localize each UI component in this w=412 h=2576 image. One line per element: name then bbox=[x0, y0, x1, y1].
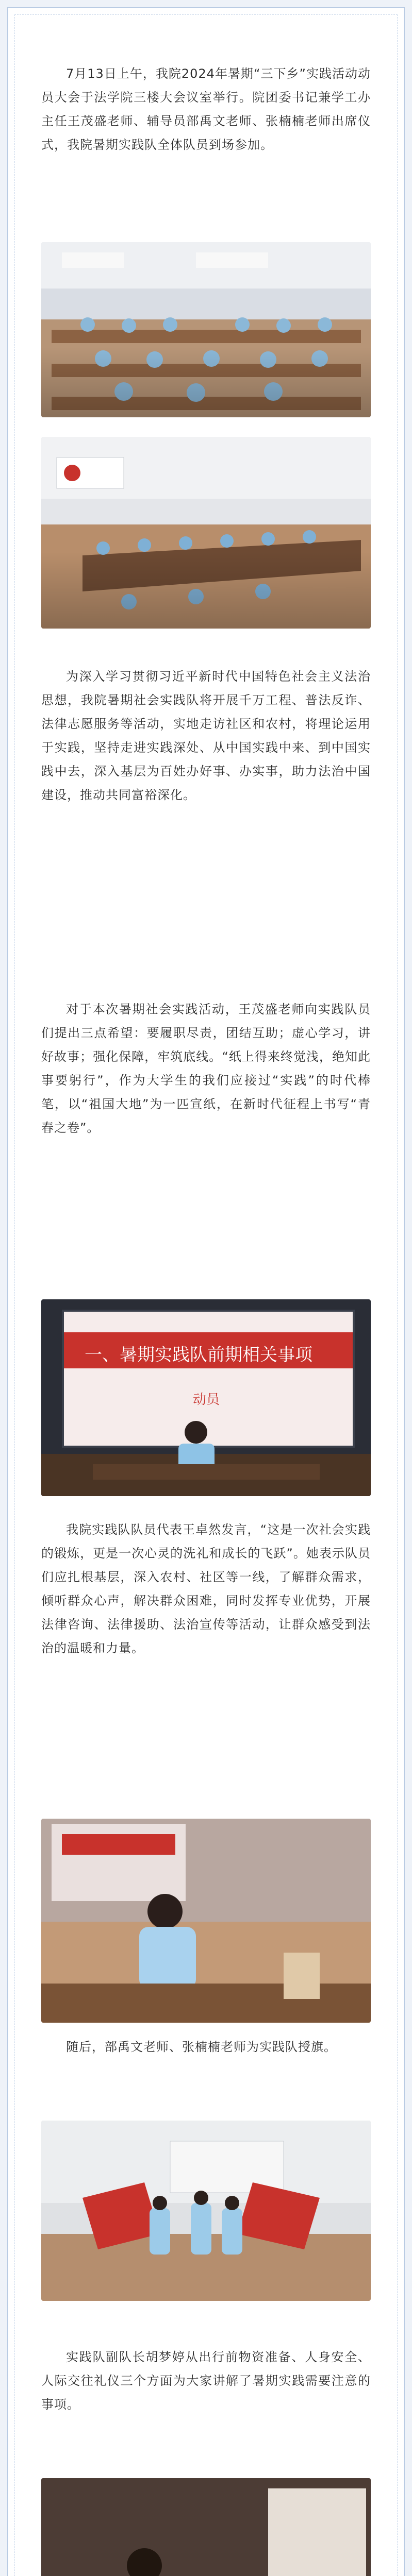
paragraph-text: 实践队副队长胡梦婷从出行前物资准备、人身安全、人际交往礼仪三个方面为大家讲解了暑期实践需要注意的事项。 bbox=[41, 2350, 371, 2412]
vice-captain-photo bbox=[41, 2478, 371, 2576]
speaker-figure bbox=[41, 1299, 371, 1496]
article-paragraph-1 bbox=[41, 62, 371, 157]
paragraph-text: 7月13日上午，我院2024年暑期“三下乡”实践活动动员大会于法学院三楼大会议室举行。院团委书记兼学工办主任王茂盛老师、辅导员部禹文老师、张楠楠老师出席仪式，我院暑期实践队全体队员到场参加。 bbox=[41, 66, 371, 152]
speech-photo bbox=[41, 1819, 371, 2023]
flag-photo bbox=[41, 2121, 371, 2301]
photo-flag-presentation bbox=[41, 2121, 371, 2301]
photo-vice-captain bbox=[41, 2478, 371, 2576]
paragraph-text: 对于本次暑期社会实践活动，王茂盛老师向实践队员们提出三点希望：要履职尽责，团结互助；虚心学习，讲好故事；强化保障，牢筑底线。“纸上得来终觉浅，绝知此事要躬行”，作为大学生的我们应接过“实践”的时代棒笔，以“祖国大地”为一匹宣纸，在新时代征程上书写“青春之卷”。 bbox=[41, 1002, 371, 1135]
student-speech-image bbox=[41, 1819, 371, 2023]
photo-meeting-room-2 bbox=[41, 437, 371, 629]
slide-subtitle: 动员 bbox=[193, 1392, 220, 1408]
article-paragraph-4 bbox=[41, 1518, 371, 1660]
photo-shade bbox=[41, 552, 371, 629]
photo-speaker-slide bbox=[41, 1299, 371, 1496]
paragraph-text: 我院实践队队员代表王卓然发言，“这是一次社会实践的锻炼，更是一次心灵的洗礼和成长的飞跃”。她表示队员们应扎根基层，深入农村、社区等一线，了解群众需求，倾听群众心声，解决群众困难，同时发挥专业优势，开展法律咨询、法律援助、法治宣传等活动，让群众感受到法治的温暖和力量。 bbox=[41, 1522, 371, 1655]
photo-meeting-room-1 bbox=[41, 242, 371, 417]
article-paragraph-3 bbox=[41, 997, 371, 1140]
meeting-photo bbox=[41, 242, 371, 417]
flag-presentation-image bbox=[41, 2121, 371, 2301]
article-paragraph-2 bbox=[41, 665, 371, 807]
meeting-photo bbox=[41, 437, 371, 629]
speaker-photo bbox=[41, 1299, 371, 1496]
vice-captain-image bbox=[41, 2478, 371, 2576]
slide-title: 一、暑期实践队前期相关事项 bbox=[85, 1345, 312, 1365]
paragraph-text: 为深入学习贯彻习近平新时代中国特色社会主义法治思想，我院暑期社会实践队将开展千万工程、普法反诈、法律志愿服务等活动，实地走访社区和农村，将理论运用于实践，坚持走进实践深处、从中国实践中来、到中国实践中去，深入基层为百姓办好事、办实事，助力法治中国建设，推动共同富裕深化。 bbox=[41, 669, 371, 802]
article-paragraph-5 bbox=[41, 2035, 371, 2059]
paragraph-text: 随后，部禹文老师、张楠楠老师为实践队授旗。 bbox=[66, 2040, 337, 2054]
photo-shade bbox=[41, 347, 371, 417]
photo-student-speech bbox=[41, 1819, 371, 2023]
article-paragraph-6 bbox=[41, 2345, 371, 2416]
